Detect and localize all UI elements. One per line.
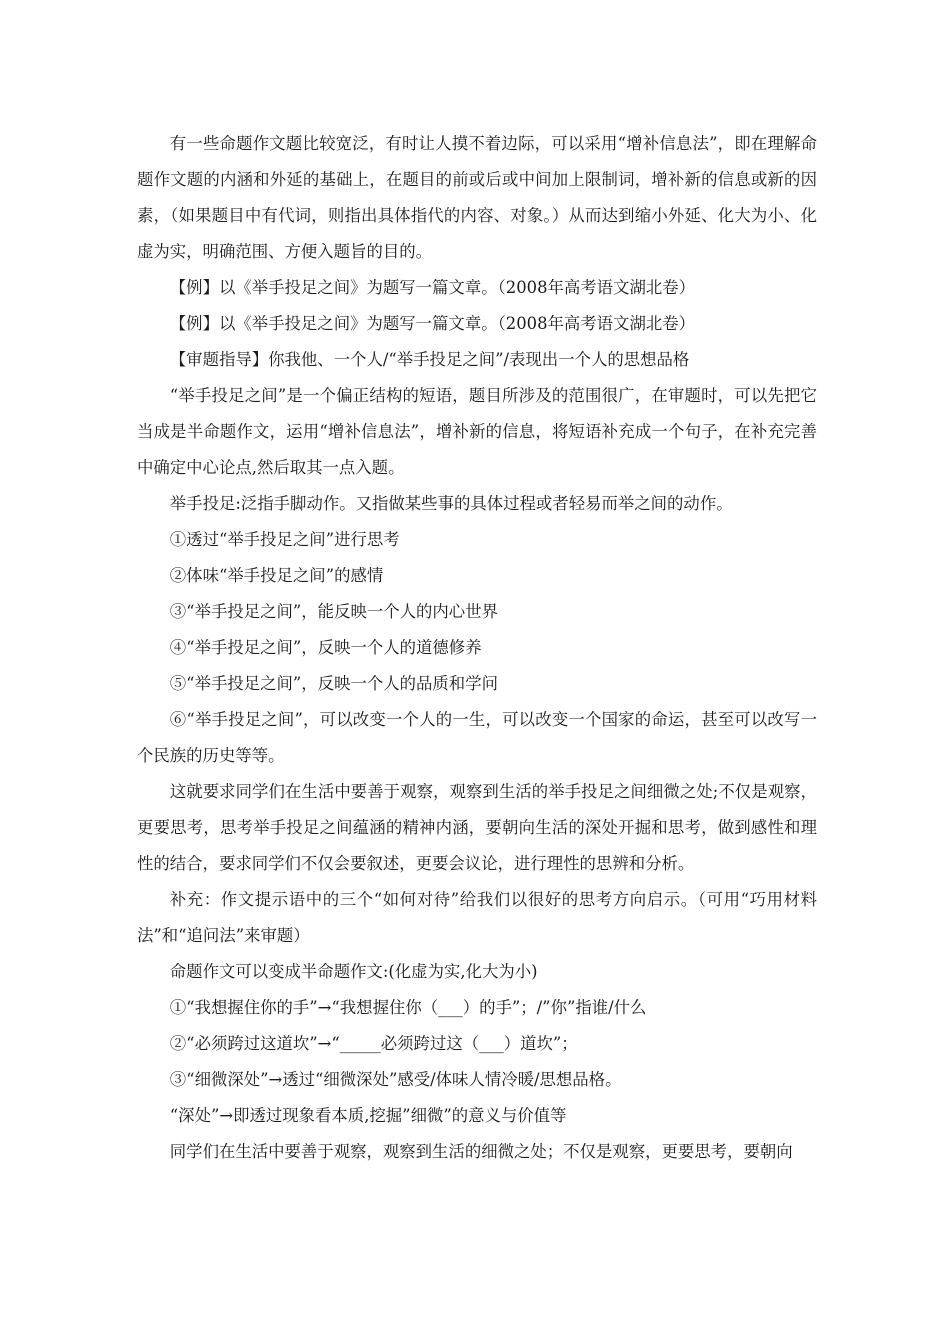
paragraph-definition: 举手投足:泛指手脚动作。又指做某些事的具体过程或者轻易而举之间的动作。 xyxy=(169,494,733,513)
list-item-6: ⑥“举手投足之间”，可以改变一个人的一生，可以改变一个国家的命运，甚至可以改写一个民族的历史等等。 xyxy=(137,710,817,765)
list-item-4: ④“举手投足之间”，反映一个人的道德修养 xyxy=(169,638,482,657)
paragraph-example-1: 【例】以《举手投足之间》为题写一篇文章。（2008年高考语文湖北卷） xyxy=(169,278,696,297)
paragraph-requirement: 这就要求同学们在生活中要善于观察，观察到生活的举手投足之间细微之处;不仅是观察，更要思考，思考举手投足之间蕴涵的精神内涵，要朝向生活的深处开掘和思考，做到感性和理性的结合，要求同学们不仅会要叙述，更要会议论，进行理性的思辨和分析。 xyxy=(137,782,817,873)
list-item-1: ①透过“举手投足之间”进行思考 xyxy=(169,530,400,549)
list-item-2: ②体味“举手投足之间”的感情 xyxy=(169,566,384,585)
paragraph-intro: 有一些命题作文题比较宽泛，有时让人摸不着边际，可以采用“增补信息法”，即在理解命题作文题的内涵和外延的基础上，在题目的前或后或中间加上限制词，增补新的信息或新的因素，（如果题目中有代词，则指出具体指代的内容、对象。）从而达到缩小外延、化大为小、化虚为实，明确范围、方便入题旨的目的。 xyxy=(137,134,817,261)
paragraph-analysis: “举手投足之间”是一个偏正结构的短语，题目所涉及的范围很广，在审题时，可以先把它当成是半命题作文，运用“增补信息法”，增补新的信息，将短语补充成一个句子，在补充完善中确定中心论点,然后取其一点入题。 xyxy=(137,386,817,477)
conversion-item-2: ②“必须跨过这道坎”→“_____必须跨过这（___）道坎”； xyxy=(169,1034,578,1053)
list-item-5: ⑤“举手投足之间”，反映一个人的品质和学问 xyxy=(169,674,498,693)
paragraph-example-2: 【例】以《举手投足之间》为题写一篇文章。（2008年高考语文湖北卷） xyxy=(169,314,696,333)
paragraph-supplement: 补充：作文提示语中的三个“如何对待”给我们以很好的思考方向启示。（可用“巧用材料法”和“追问法”来审题） xyxy=(137,890,817,945)
paragraph-depth: “深处”→即透过现象看本质,挖掘”细微”的意义与价值等 xyxy=(169,1106,567,1125)
list-item-3: ③“举手投足之间”，能反映一个人的内心世界 xyxy=(169,602,498,621)
paragraph-guidance: 【审题指导】你我他、一个人/“举手投足之间”/表现出一个人的思想品格 xyxy=(169,350,690,369)
conversion-item-3: ③“细微深处”→透过“细微深处”感受/体味人情冷暖/思想品格。 xyxy=(169,1070,622,1089)
conversion-item-1: ①“我想握住你的手”→“我想握住你（___）的手”；/”你”指谁/什么 xyxy=(169,998,647,1017)
paragraph-closing: 同学们在生活中要善于观察，观察到生活的细微之处；不仅是观察，更要思考，要朝向 xyxy=(169,1142,793,1161)
paragraph-conversion: 命题作文可以变成半命题作文:(化虚为实,化大为小) xyxy=(169,962,538,981)
